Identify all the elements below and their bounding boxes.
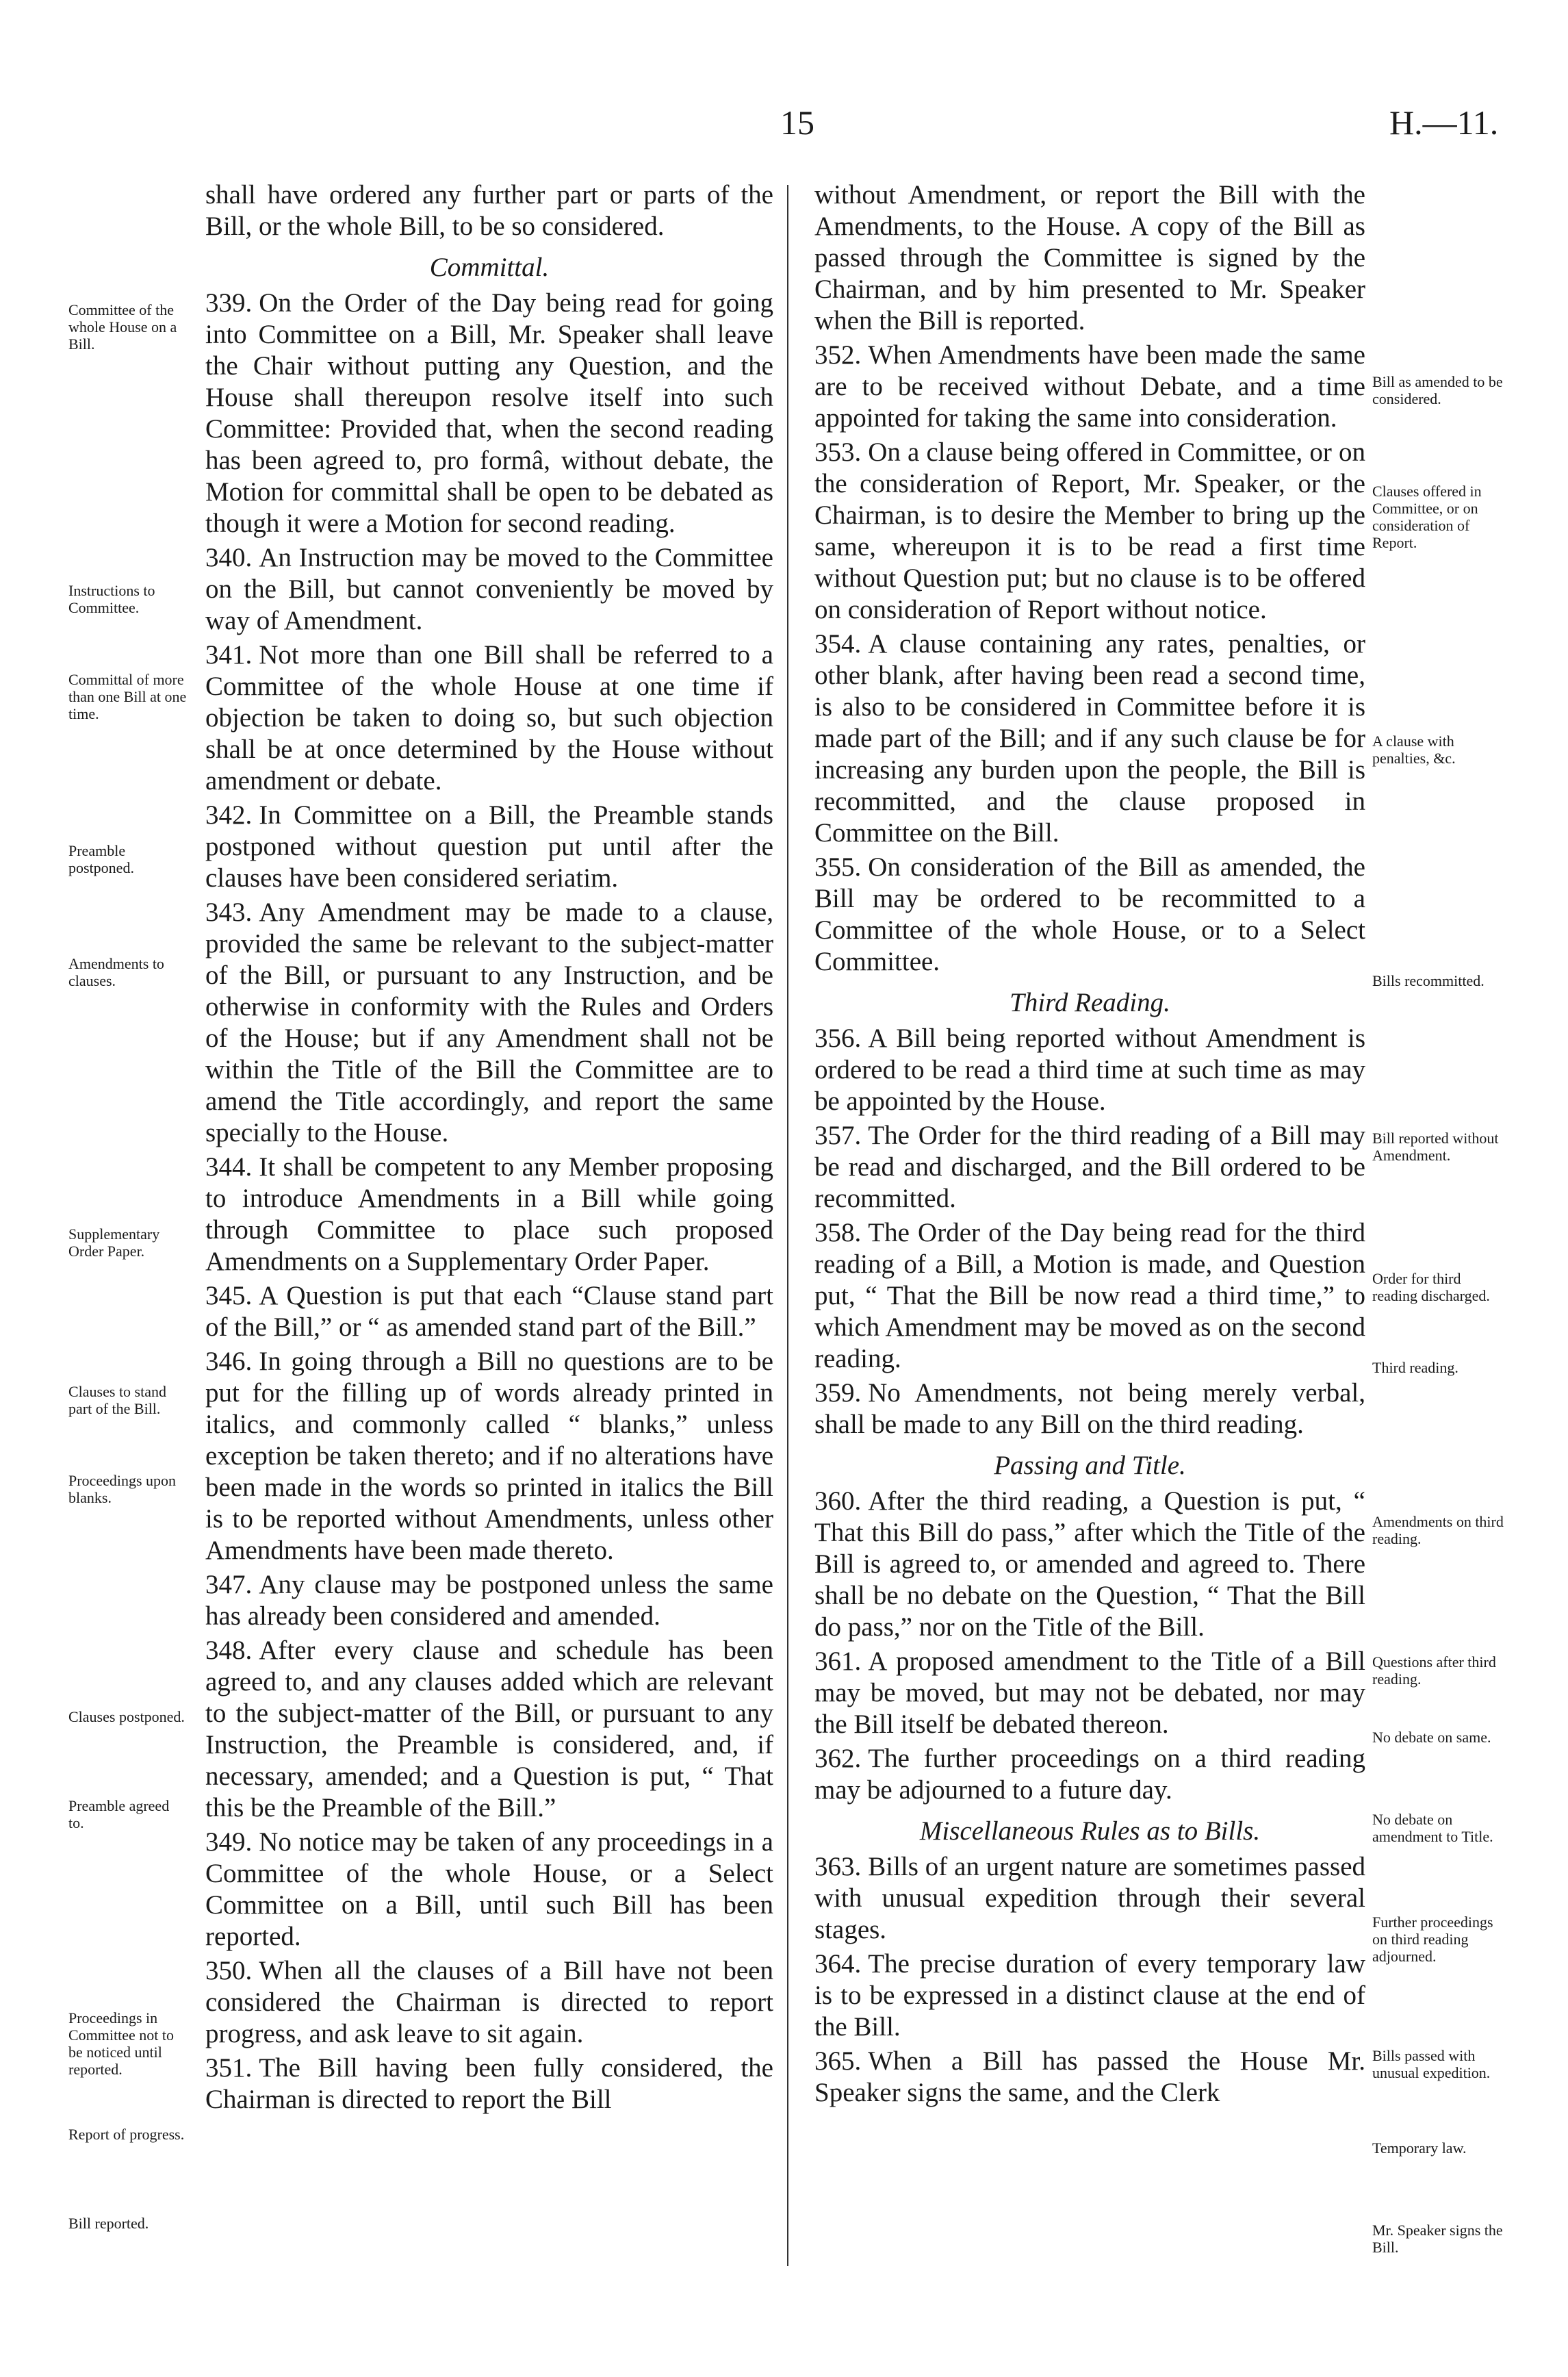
paragraph-text: The Order for the third reading of a Bill may be read and discharged, and the Bill ordered to be recommitted.	[814, 1121, 1365, 1213]
margin-note: Clauses to stand part of the Bill.	[68, 1383, 166, 1417]
paragraph-number: 358.	[814, 1218, 862, 1247]
paragraph-text: In going through a Bill no questions are to be put for the filling up of words already printed in italics, and commonly called “ blanks,” unless exception be taken thereto; and if no alterations have been made in the words so printed in italics the Bill is to be reported without Amendments, unless other Amendments have been made thereto.	[205, 1347, 773, 1565]
column-divider	[787, 185, 788, 2266]
paragraph-text: Any clause may be postponed unless the same has already been considered and amended.	[205, 1570, 773, 1631]
paragraph-number: 354.	[814, 629, 862, 659]
paragraph-text: In Committee on a Bill, the Preamble stands postponed without question put until after the clauses have been considered seriatim.	[205, 800, 773, 893]
paragraph-number: 343.	[205, 898, 253, 927]
paragraph-number: 347.	[205, 1570, 253, 1599]
paragraph-text: An Instruction may be moved to the Committee on the Bill, but cannot conveniently be moved by way of Amendment.	[205, 543, 773, 635]
paragraph-350	[205, 1955, 773, 2050]
paragraph-number: 360.	[814, 1486, 862, 1516]
section-heading-third-reading: Third Reading.	[1010, 988, 1170, 1017]
margin-note: Committee of the whole House on a Bill.	[68, 301, 177, 353]
paragraph-text: A proposed amendment to the Title of a Bill may be moved, but may not be debated, nor may the Bill itself be debated thereon.	[814, 1647, 1365, 1739]
paragraph-365	[814, 2046, 1365, 2109]
paragraph-339	[205, 288, 773, 539]
paragraph-341	[205, 639, 773, 797]
paragraph-361	[814, 1646, 1365, 1740]
paragraph-number: 340.	[205, 543, 253, 572]
margin-note: Clauses postponed.	[68, 1708, 185, 1725]
paragraph-358	[814, 1217, 1365, 1375]
paragraph-number: 349.	[205, 1827, 253, 1857]
paragraph-354	[814, 628, 1365, 849]
paragraph-number: 350.	[205, 1956, 253, 1985]
continuation-text: without Amendment, or report the Bill with the Amendments, to the House. A copy of the Bill as passed through the Committee is signed by the Chairman, and by him presented to Mr. Speaker when the Bill is reported.	[814, 180, 1365, 335]
margin-note: Third reading.	[1372, 1359, 1458, 1376]
margin-note: Proceedings in Committee not to be noticed until reported.	[68, 2009, 174, 2078]
margin-note: Bill reported.	[68, 2215, 149, 2232]
paragraph-text: After the third reading, a Question is put, “ That this Bill do pass,” after which the Title of the Bill is agreed to, or amended and agreed to. There shall be no debate on the Question, “ That the Bill do pass,” nor on the Title of the Bill.	[814, 1486, 1365, 1642]
margin-note: Temporary law.	[1372, 2139, 1467, 2157]
paragraph-355	[814, 852, 1365, 978]
paragraph-number: 341.	[205, 640, 253, 670]
margin-note: Amendments to clauses.	[68, 955, 164, 989]
page-number: 15	[780, 103, 814, 142]
paragraph-357	[814, 1120, 1365, 1215]
right-column	[814, 179, 1365, 2111]
paragraph-number: 357.	[814, 1121, 862, 1150]
paragraph-352	[814, 340, 1365, 434]
continuation-text: shall have ordered any further part or parts of the Bill, or the whole Bill, to be so considered.	[205, 180, 773, 241]
section-heading-miscellaneous: Miscellaneous Rules as to Bills.	[919, 1816, 1261, 1846]
paragraph-text: The precise duration of every temporary law is to be expressed in a distinct clause at the end of the Bill.	[814, 1949, 1365, 2042]
paragraph-text: Not more than one Bill shall be referred to a Committee of the whole House at one time if objection be taken to doing so, but such objection shall be at once determined by the House without amendment or debate.	[205, 640, 773, 796]
paragraph-text: On consideration of the Bill as amended, the Bill may be ordered to be recommitted to a Committee of the whole House, or to a Select Committee.	[814, 852, 1365, 976]
paragraph-343	[205, 897, 773, 1149]
paragraph-number: 344.	[205, 1152, 253, 1182]
paragraph-number: 345.	[205, 1281, 253, 1310]
paragraph-number: 364.	[814, 1949, 862, 1979]
paragraph-345	[205, 1280, 773, 1343]
paragraph-number: 348.	[205, 1636, 253, 1665]
paragraph-text: A Question is put that each “Clause stand part of the Bill,” or “ as amended stand part of the Bill.”	[205, 1281, 773, 1342]
paragraph-number: 355.	[814, 852, 862, 882]
paragraph-342	[205, 800, 773, 894]
paragraph-348	[205, 1635, 773, 1824]
paragraph-text: The Bill having been fully considered, the Chairman is directed to report the Bill	[205, 2053, 773, 2114]
paragraph-text: The further proceedings on a third reading may be adjourned to a future day.	[814, 1744, 1365, 1805]
paragraph-344	[205, 1152, 773, 1278]
paragraph-text: On a clause being offered in Committee, or on the consideration of Report, Mr. Speaker, or the Chairman, is to desire the Member to bring up the same, whereupon it is to be read a first time without Question put; but no clause is to be offered on consideration of Report without notice.	[814, 437, 1365, 624]
paragraph-362	[814, 1743, 1365, 1806]
margin-note: Clauses offered in Committee, or on consideration of Report.	[1372, 483, 1482, 551]
margin-note: Preamble postponed.	[68, 842, 134, 876]
paragraph-number: 356.	[814, 1024, 862, 1053]
paragraph-text: Bills of an urgent nature are sometimes passed with unusual expedition through their several stages.	[814, 1852, 1365, 1944]
paragraph-number: 359.	[814, 1378, 862, 1408]
paragraph-number: 346.	[205, 1347, 253, 1376]
paragraph-353	[814, 437, 1365, 626]
margin-note: No debate on same.	[1372, 1729, 1491, 1746]
margin-note: Bills passed with unusual expedition.	[1372, 2047, 1491, 2081]
paragraph-360	[814, 1486, 1365, 1643]
margin-note: Order for third reading discharged.	[1372, 1270, 1490, 1304]
paragraph-text: It shall be competent to any Member proposing to introduce Amendments in a Bill while going through Committee to place such proposed Amendments on a Supplementary Order Paper.	[205, 1152, 773, 1276]
margin-note: Questions after third reading.	[1372, 1653, 1496, 1688]
margin-note: A clause with penalties, &c.	[1372, 733, 1456, 767]
paragraph-number: 339.	[205, 288, 253, 318]
paragraph-359	[814, 1377, 1365, 1440]
document-reference: H.—11.	[1389, 103, 1499, 142]
paragraph-text: After every clause and schedule has been agreed to, and any clauses added which are relevant to the subject-matter of the Bill, or pursuant to any Instruction, the Preamble is considered, and, if necessary, amended; and a Question is put, “ That this be the Preamble of the Bill.”	[205, 1636, 773, 1822]
margin-note: Report of progress.	[68, 2126, 185, 2143]
paragraph-347	[205, 1569, 773, 1632]
paragraph-number: 365.	[814, 2046, 862, 2076]
margin-note: Proceedings upon blanks.	[68, 1472, 177, 1506]
paragraph-351	[205, 2052, 773, 2115]
paragraph-text: On the Order of the Day being read for going into Committee on a Bill, Mr. Speaker shall leave the Chair without putting any Question, and the House shall thereupon resolve itself into such Committee: Provided that, when the second reading has been agreed to, pro formâ, without debate, the Motion for committal shall be open to be debated as though it were a Motion for second reading.	[205, 288, 773, 538]
paragraph-number: 362.	[814, 1744, 862, 1773]
paragraph-text: When Amendments have been made the same are to be received without Debate, and a time appointed for taking the same into consideration.	[814, 340, 1365, 433]
margin-note: Supplementary Order Paper.	[68, 1225, 160, 1260]
paragraph-text: No notice may be taken of any proceedings in a Committee of the whole House, or a Select Committee on a Bill, until such Bill has been reported.	[205, 1827, 773, 1951]
paragraph-346	[205, 1346, 773, 1566]
margin-note: Preamble agreed to.	[68, 1797, 170, 1831]
margin-note: Bills recommitted.	[1372, 972, 1485, 989]
margin-note: Bill reported without Amendment.	[1372, 1130, 1499, 1164]
paragraph-text: When all the clauses of a Bill have not been considered the Chairman is directed to report progress, and ask leave to sit again.	[205, 1956, 773, 2048]
left-column	[205, 179, 773, 2118]
margin-note: Instructions to Committee.	[68, 582, 155, 616]
paragraph-364	[814, 1948, 1365, 2043]
paragraph-number: 353.	[814, 437, 862, 467]
margin-note: Bill as amended to be considered.	[1372, 373, 1503, 407]
section-heading-passing-and-title: Passing and Title.	[994, 1451, 1186, 1480]
paragraph-text: A clause containing any rates, penalties, or other blank, after having been read a second time, is also to be considered in Committee before it is made part of the Bill; and if any such clause be for increasing any burden upon the people, the Bill is recommitted, and the clause proposed in Committee on the Bill.	[814, 629, 1365, 848]
paragraph-text: No Amendments, not being merely verbal, shall be made to any Bill on the third reading.	[814, 1378, 1365, 1439]
paragraph-363	[814, 1851, 1365, 1946]
paragraph-349	[205, 1827, 773, 1953]
paragraph-text: The Order of the Day being read for the third reading of a Bill, a Motion is made, and Question put, “ That the Bill be now read a third time,” to which Amendment may be moved as on the second reading.	[814, 1218, 1365, 1373]
section-heading-committal: Committal.	[429, 253, 550, 282]
margin-note: Further proceedings on third reading adjourned.	[1372, 1914, 1493, 1965]
paragraph-number: 351.	[205, 2053, 253, 2083]
paragraph-text: A Bill being reported without Amendment is ordered to be read a third time at such time as may be appointed by the House.	[814, 1024, 1365, 1116]
paragraph-number: 342.	[205, 800, 253, 830]
paragraph-356	[814, 1023, 1365, 1117]
paragraph-number: 361.	[814, 1647, 862, 1676]
margin-note: Amendments on third reading.	[1372, 1513, 1504, 1547]
paragraph-text: Any Amendment may be made to a clause, provided the same be relevant to the subject-matter of the Bill, or pursuant to any Instruction, and be otherwise in conformity with the Rules and Orders of the House; but if any Amendment shall not be within the Title of the Bill the Committee are to amend the Title accordingly, and report the same specially to the House.	[205, 898, 773, 1147]
paragraph-text: When a Bill has passed the House Mr. Speaker signs the same, and the Clerk	[814, 2046, 1365, 2107]
paragraph-number: 363.	[814, 1852, 862, 1881]
paragraph-number: 352.	[814, 340, 862, 370]
paragraph-340	[205, 542, 773, 637]
margin-note: Mr. Speaker signs the Bill.	[1372, 2222, 1503, 2256]
margin-note: No debate on amendment to Title.	[1372, 1811, 1493, 1845]
margin-note: Committal of more than one Bill at one time.	[68, 671, 187, 722]
